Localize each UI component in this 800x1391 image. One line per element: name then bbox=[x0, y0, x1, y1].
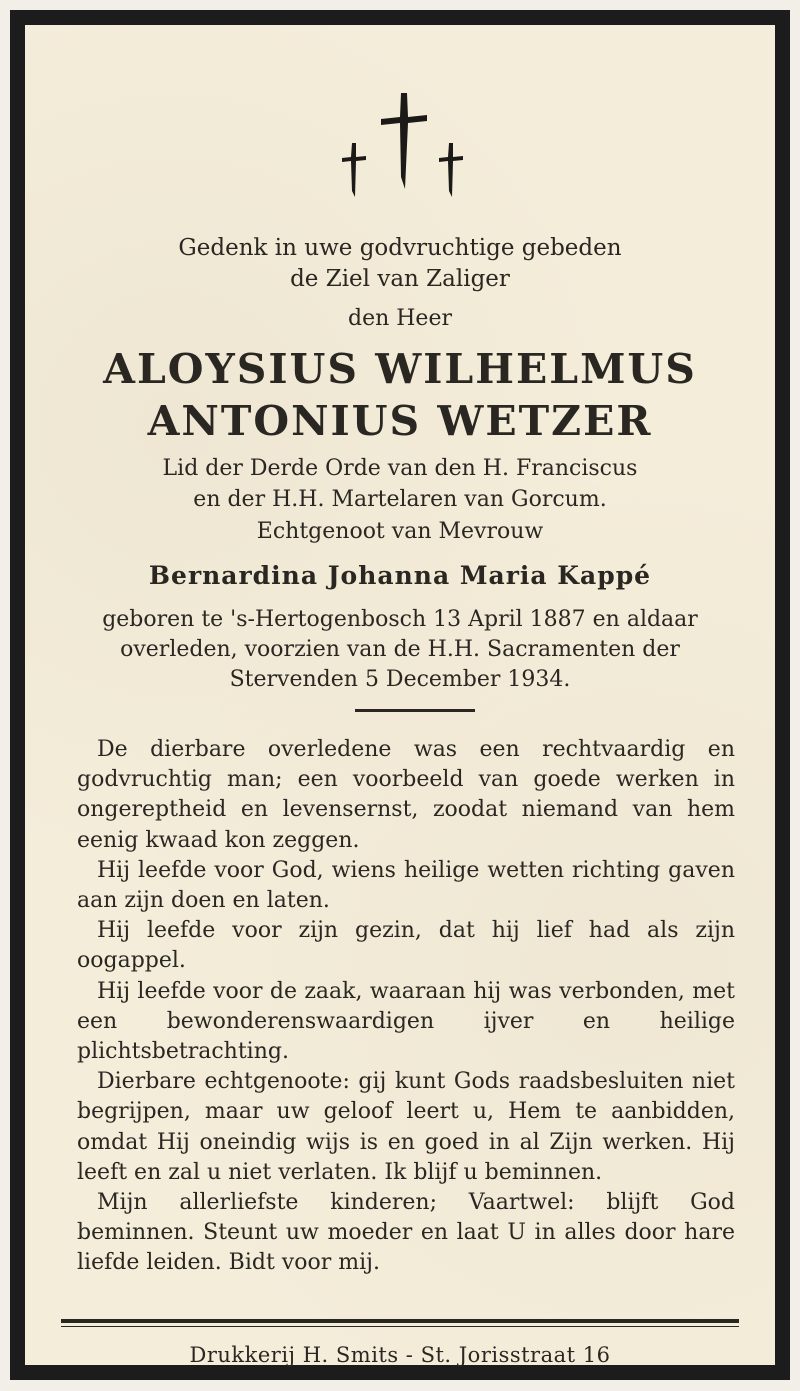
crosses-group bbox=[25, 85, 775, 215]
dates-line-3: Stervenden 5 December 1934. bbox=[229, 667, 571, 692]
card-paper bbox=[25, 25, 775, 1365]
eulogy-paragraph: Hij leefde voor God, wiens heilige wetten richting gaven aan zijn doen en laten. bbox=[77, 857, 735, 914]
spouse-name: Bernardina Johanna Maria Kappé bbox=[148, 561, 652, 590]
printer-credit: Drukkerij H. Smits - St. Jorisstraat 16 bbox=[189, 1343, 611, 1367]
dates-line-1: geboren te 's-Hertogenbosch 13 April 1887 en aldaar bbox=[102, 607, 698, 632]
deceased-name bbox=[25, 343, 775, 447]
intro-line-1: Gedenk in uwe godvruchtige gebeden bbox=[178, 235, 622, 261]
footer-rule-thick bbox=[61, 1319, 739, 1323]
eulogy-text bbox=[77, 735, 735, 1279]
crosses-svg bbox=[25, 85, 775, 215]
dates-line-2: overleden, voorzien van de H.H. Sacramenten der bbox=[120, 637, 680, 662]
eulogy-paragraph: Hij leefde voor zijn gezin, dat hij lief had als zijn oogappel. bbox=[77, 918, 735, 974]
name-line-1: ALOYSIUS WILHELMUS bbox=[103, 345, 697, 393]
memorial-card bbox=[10, 10, 790, 1380]
spouse-label: Echtgenoot van Mevrouw bbox=[256, 519, 544, 544]
footer-rule-thin bbox=[61, 1326, 739, 1327]
title-heer: den Heer bbox=[347, 306, 452, 331]
eulogy-paragraph: De dierbare overledene was een rechtvaardig en godvruchtig man; een voorbeeld van goede werken in ongereptheid en levensernst, zoodat niemand van hem eenig kwaad kon zeggen. bbox=[77, 737, 735, 853]
cross-icon bbox=[439, 143, 463, 197]
eulogy-paragraph: Mijn allerliefste kinderen; Vaartwel: blijft God beminnen. Steunt uw moeder en laat U in alles door hare liefde leiden. Bidt voor mij. bbox=[77, 1190, 735, 1276]
divider bbox=[355, 709, 475, 712]
birth-death-dates bbox=[25, 605, 775, 695]
cross-icon bbox=[342, 143, 366, 197]
intro-line-2: de Ziel van Zaliger bbox=[290, 266, 510, 292]
order-membership bbox=[25, 453, 775, 515]
cross-icon bbox=[381, 93, 427, 189]
intro-text bbox=[25, 233, 775, 295]
eulogy-paragraph: Dierbare echtgenoote: gij kunt Gods raadsbesluiten niet begrijpen, maar uw geloof leert u, Hem te aanbidden, omdat Hij oneindig wijs is en goed in al Zijn werken. Hij leeft en zal u niet verlaten. Ik blijf u beminnen. bbox=[77, 1069, 735, 1185]
eulogy-paragraph: Hij leefde voor de zaak, waaraan hij was verbonden, met een bewonderenswaardigen ijver en heilige plichtsbetrachting. bbox=[77, 978, 735, 1065]
order-line-2: en der H.H. Martelaren van Gorcum. bbox=[193, 487, 607, 512]
order-line-1: Lid der Derde Orde van den H. Franciscus bbox=[162, 456, 638, 481]
name-line-2: ANTONIUS WETZER bbox=[147, 397, 653, 445]
